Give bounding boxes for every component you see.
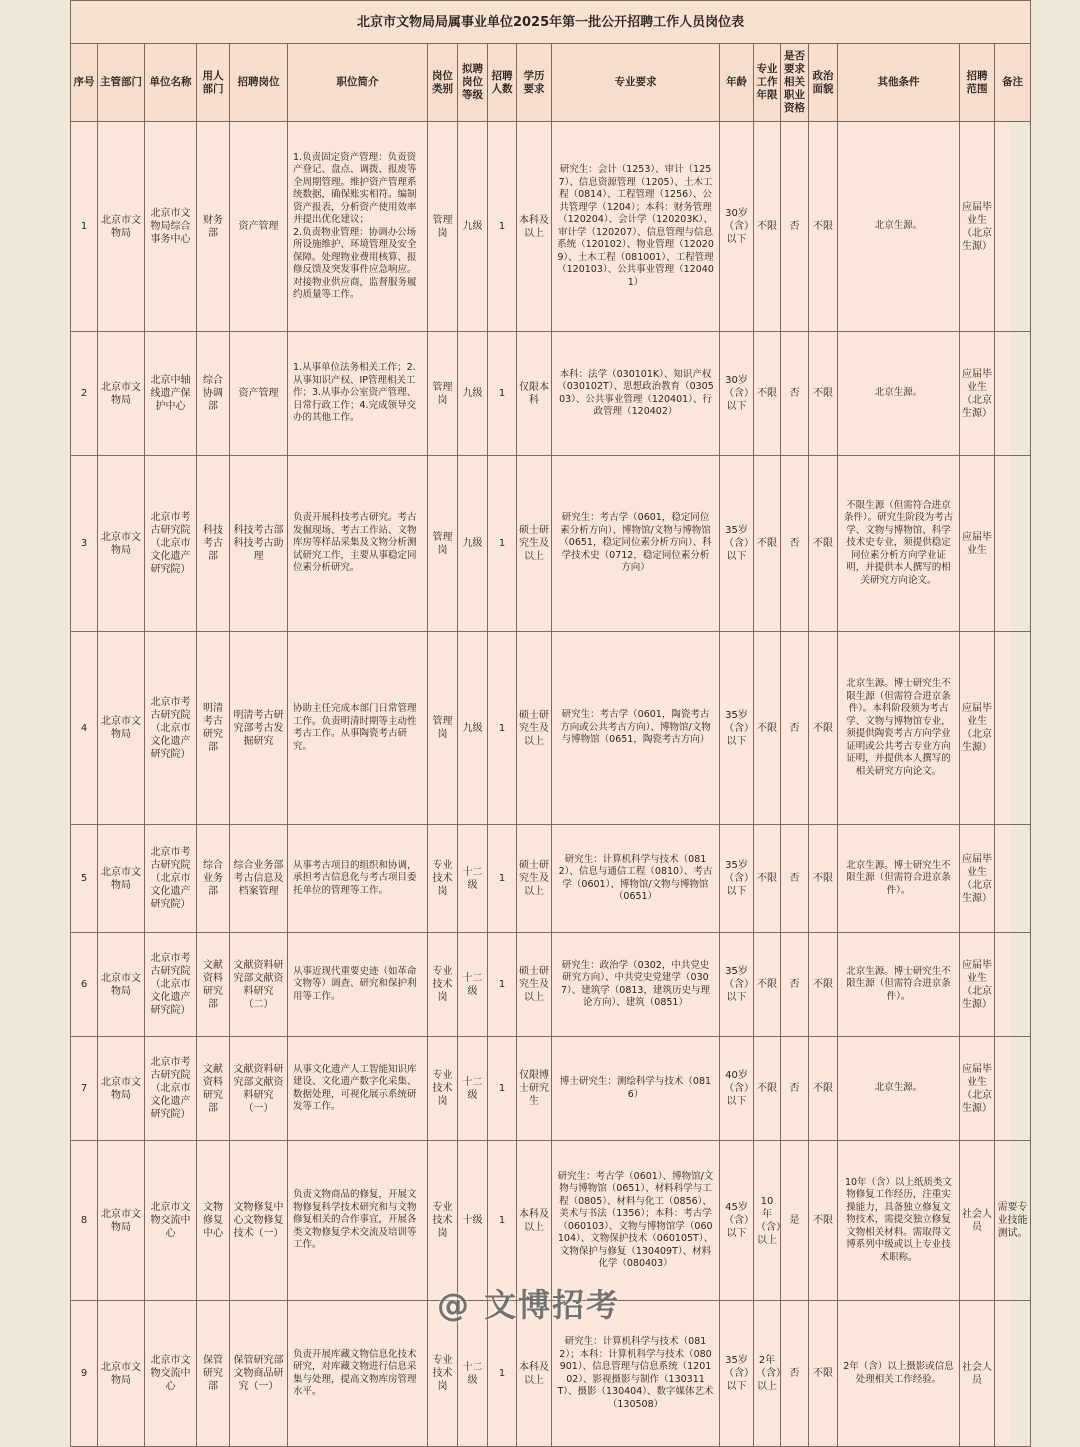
cell-dept: 北京市文物局 <box>98 456 145 632</box>
cell-level: 十二级 <box>458 1037 488 1141</box>
cell-level: 九级 <box>458 332 488 456</box>
cell-intro: 从事近现代重要史迹（如革命文物等）调查、研究和保护利用等工作。 <box>288 933 428 1037</box>
cell-post: 文献资料研究部文献资料研究（一） <box>230 1037 288 1141</box>
job-posting-table <box>70 0 1031 1447</box>
cell-category: 管理岗 <box>428 456 458 632</box>
cell-political: 不限 <box>809 933 838 1037</box>
header-scope: 招聘范围 <box>960 44 995 122</box>
cell-scope: 应届毕业生（北京生源） <box>960 933 995 1037</box>
cell-count: 1 <box>488 1037 517 1141</box>
cell-edu: 硕士研究生及以上 <box>517 456 552 632</box>
cell-note <box>995 1301 1031 1447</box>
cell-major: 研究生：考古学（0601，稳定同位素分析方向）、博物馆/文物与博物馆（0651，稳定同位素分析方向）、科学技术史（0712，稳定同位素分析方向） <box>552 456 720 632</box>
cell-age: 30岁（含）以下 <box>720 332 754 456</box>
cell-major: 研究生：会计（1253）、审计（1257）、信息资源管理（1205）、土木工程（0814）、工程管理（1256）、公共管理学（1204）；本科：财务管理（120204）、会计学（120203K）、审计学（120207）、信息管理与信息系统（120102）、物业管理（120209）、土木工程（081001）、工程管理（120103）、公共事业管理（120401） <box>552 122 720 332</box>
cell-employer: 综合协调部 <box>197 332 230 456</box>
header-age: 年龄 <box>720 44 754 122</box>
cell-post: 科技考古部科技考古助理 <box>230 456 288 632</box>
header-qual: 是否要求相关职业资格 <box>781 44 809 122</box>
cell-scope: 应届毕业生（北京生源） <box>960 122 995 332</box>
cell-years: 不限 <box>754 632 781 825</box>
cell-post: 文献资料研究部文献资料研究（二） <box>230 933 288 1037</box>
cell-years: 10年（含）以上 <box>754 1141 781 1301</box>
header-major: 专业要求 <box>552 44 720 122</box>
cell-years: 不限 <box>754 332 781 456</box>
cell-intro: 负责开展科技考古研究。考古发掘现场、考古工作站、文物库房等样品采集及文物分析测试研究工作，主要从事稳定同位素分析研究。 <box>288 456 428 632</box>
cell-dept: 北京市文物局 <box>98 1301 145 1447</box>
cell-edu: 仅限本科 <box>517 332 552 456</box>
cell-other: 北京生源。 <box>838 1037 960 1141</box>
cell-qual: 否 <box>781 632 809 825</box>
cell-employer: 明清考古研究部 <box>197 632 230 825</box>
cell-scope: 应届毕业生（北京生源） <box>960 332 995 456</box>
cell-dept: 北京市文物局 <box>98 1141 145 1301</box>
cell-post: 综合业务部考古信息及档案管理 <box>230 825 288 933</box>
cell-other: 北京生源。博士研究生不限生源（但需符合进京条件）。 <box>838 825 960 933</box>
cell-other: 北京生源。博士研究生不限生源（但需符合进京条件）。 <box>838 933 960 1037</box>
cell-political: 不限 <box>809 825 838 933</box>
header-other: 其他条件 <box>838 44 960 122</box>
watermark-text: @ 文博招考 <box>437 1286 621 1324</box>
cell-note <box>995 332 1031 456</box>
header-edu: 学历要求 <box>517 44 552 122</box>
table-row <box>71 122 1031 332</box>
cell-unit: 北京市考古研究院（北京市文化遗产研究院） <box>145 456 197 632</box>
cell-political: 不限 <box>809 456 838 632</box>
cell-age: 35岁（含）以下 <box>720 825 754 933</box>
cell-edu: 硕士研究生及以上 <box>517 933 552 1037</box>
cell-count: 1 <box>488 825 517 933</box>
cell-qual: 否 <box>781 332 809 456</box>
cell-years: 不限 <box>754 122 781 332</box>
table-row <box>71 456 1031 632</box>
cell-employer: 综合业务部 <box>197 825 230 933</box>
header-category: 岗位类别 <box>428 44 458 122</box>
cell-scope: 社会人员 <box>960 1301 995 1447</box>
header-row <box>71 44 1031 122</box>
cell-scope: 应届毕业生（北京生源） <box>960 632 995 825</box>
cell-employer: 财务部 <box>197 122 230 332</box>
table-row <box>71 332 1031 456</box>
cell-count: 1 <box>488 1301 517 1447</box>
cell-qual: 是 <box>781 1141 809 1301</box>
cell-major: 研究生：计算机科学与技术（0812）、信息与通信工程（0810）、考古学（0601）、博物馆/文物与博物馆（0651） <box>552 825 720 933</box>
header-intro: 职位简介 <box>288 44 428 122</box>
cell-count: 1 <box>488 332 517 456</box>
table-title: 北京市文物局局属事业单位2025年第一批公开招聘工作人员岗位表 <box>71 1 1031 44</box>
cell-scope: 应届毕业生（北京生源） <box>960 825 995 933</box>
cell-other: 不限生源（但需符合进京条件）。研究生阶段为考古学、文物与博物馆、科学技术史专业，须提供稳定同位素分析方向学业证明，并提供本人撰写的相关研究方向论文。 <box>838 456 960 632</box>
cell-scope: 应届毕业生 <box>960 456 995 632</box>
cell-unit: 北京中轴线遗产保护中心 <box>145 332 197 456</box>
cell-level: 九级 <box>458 122 488 332</box>
header-unit: 单位名称 <box>145 44 197 122</box>
cell-age: 40岁（含）以下 <box>720 1037 754 1141</box>
job-table-sheet <box>70 0 1028 1444</box>
cell-post: 文物修复中心文物修复技术（一） <box>230 1141 288 1301</box>
cell-edu: 本科及以上 <box>517 1141 552 1301</box>
cell-political: 不限 <box>809 332 838 456</box>
cell-level: 十级 <box>458 1141 488 1301</box>
cell-other: 北京生源。 <box>838 332 960 456</box>
cell-other: 10年（含）以上纸质类文物修复工作经历，注重实操能力，具备独立修复文物技术，需提交独立修复文物相关材料。需取得文博系列中级或以上专业技术职称。 <box>838 1141 960 1301</box>
cell-age: 35岁（含）以下 <box>720 1301 754 1447</box>
header-employer: 用人部门 <box>197 44 230 122</box>
cell-political: 不限 <box>809 122 838 332</box>
cell-seq: 9 <box>71 1301 98 1447</box>
cell-employer: 文献资料研究部 <box>197 1037 230 1141</box>
cell-level: 十二级 <box>458 1301 488 1447</box>
cell-employer: 保管研究部 <box>197 1301 230 1447</box>
cell-dept: 北京市文物局 <box>98 1037 145 1141</box>
cell-edu: 仅限博士研究生 <box>517 1037 552 1141</box>
cell-intro: 从事考古项目的组织和协调，承担考古信息化与考古项目委托单位的管理等工作。 <box>288 825 428 933</box>
cell-unit: 北京市文物局综合事务中心 <box>145 122 197 332</box>
cell-major: 博士研究生：测绘科学与技术（0816） <box>552 1037 720 1141</box>
cell-edu: 硕士研究生及以上 <box>517 825 552 933</box>
cell-unit: 北京市考古研究院（北京市文化遗产研究院） <box>145 632 197 825</box>
cell-qual: 否 <box>781 825 809 933</box>
cell-post: 资产管理 <box>230 332 288 456</box>
cell-dept: 北京市文物局 <box>98 825 145 933</box>
cell-seq: 6 <box>71 933 98 1037</box>
cell-unit: 北京市考古研究院（北京市文化遗产研究院） <box>145 1037 197 1141</box>
cell-years: 不限 <box>754 1037 781 1141</box>
cell-seq: 3 <box>71 456 98 632</box>
cell-seq: 4 <box>71 632 98 825</box>
cell-intro: 1.从事单位法务相关工作；2.从事知识产权、IP管理相关工作；3.从事办公室资产管理、日常行政工作；4.完成领导交办的其他工作。 <box>288 332 428 456</box>
cell-seq: 2 <box>71 332 98 456</box>
cell-age: 30岁（含）以下 <box>720 122 754 332</box>
cell-intro: 负责文物商品的修复，开展文物修复科学技术研究和与文物修复相关的合作事宜，开展各类文物修复学术交流及培训等工作。 <box>288 1141 428 1301</box>
cell-level: 九级 <box>458 456 488 632</box>
cell-count: 1 <box>488 933 517 1037</box>
cell-major: 研究生：考古学（0601，陶瓷考古方向或公共考古方向）、博物馆/文物与博物馆（0651，陶瓷考古方向） <box>552 632 720 825</box>
header-post: 招聘岗位 <box>230 44 288 122</box>
cell-qual: 否 <box>781 456 809 632</box>
cell-level: 十二级 <box>458 933 488 1037</box>
cell-age: 35岁（含）以下 <box>720 456 754 632</box>
cell-post: 明清考古研究部考古发掘研究 <box>230 632 288 825</box>
table-row <box>71 933 1031 1037</box>
cell-major: 本科：法学（030101K）、知识产权（030102T）、思想政治教育（030503）、公共事业管理（120401）、行政管理（120402） <box>552 332 720 456</box>
cell-employer: 文献资料研究部 <box>197 933 230 1037</box>
cell-edu: 本科及以上 <box>517 122 552 332</box>
cell-dept: 北京市文物局 <box>98 933 145 1037</box>
cell-post: 资产管理 <box>230 122 288 332</box>
cell-qual: 否 <box>781 122 809 332</box>
cell-category: 专业技术岗 <box>428 933 458 1037</box>
cell-other: 北京生源。博士研究生不限生源（但需符合进京条件）。本科阶段须为考古学、文物与博物馆专业，须提供陶瓷考古方向学业证明或公共考古专业方向证明，并提供本人撰写的相关研究方向论文。 <box>838 632 960 825</box>
cell-count: 1 <box>488 632 517 825</box>
header-level: 拟聘岗位等级 <box>458 44 488 122</box>
cell-category: 管理岗 <box>428 632 458 825</box>
cell-political: 不限 <box>809 1301 838 1447</box>
cell-note <box>995 122 1031 332</box>
cell-dept: 北京市文物局 <box>98 632 145 825</box>
cell-post: 保管研究部文物商品研究（一） <box>230 1301 288 1447</box>
cell-category: 专业技术岗 <box>428 825 458 933</box>
cell-age: 35岁（含）以下 <box>720 632 754 825</box>
header-note: 备注 <box>995 44 1031 122</box>
cell-note <box>995 456 1031 632</box>
header-political: 政治面貌 <box>809 44 838 122</box>
cell-count: 1 <box>488 122 517 332</box>
cell-intro: 协助主任完成本部门日常管理工作。负责明清时期等主动性考古工作。从事陶瓷考古研究。 <box>288 632 428 825</box>
cell-seq: 8 <box>71 1141 98 1301</box>
cell-scope: 社会人员 <box>960 1141 995 1301</box>
table-row <box>71 1037 1031 1141</box>
cell-count: 1 <box>488 1141 517 1301</box>
cell-age: 35岁（含）以下 <box>720 933 754 1037</box>
cell-intro: 负责开展库藏文物信息化技术研究，对库藏文物进行信息采集与处理，提高文物库房管理水平。 <box>288 1301 428 1447</box>
cell-category: 专业技术岗 <box>428 1301 458 1447</box>
cell-count: 1 <box>488 456 517 632</box>
cell-major: 研究生：计算机科学与技术（0812）；本科：计算机科学与技术（080901）、信息管理与信息系统（120102）、影视摄影与制作（130311T）、摄影（130404）、数字媒体艺术（130508） <box>552 1301 720 1447</box>
cell-seq: 1 <box>71 122 98 332</box>
cell-years: 不限 <box>754 456 781 632</box>
cell-edu: 本科及以上 <box>517 1301 552 1447</box>
cell-unit: 北京市文物交流中心 <box>145 1301 197 1447</box>
cell-years: 不限 <box>754 933 781 1037</box>
header-years: 专业工作年限 <box>754 44 781 122</box>
cell-years: 2年（含）以上 <box>754 1301 781 1447</box>
cell-employer: 文物修复中心 <box>197 1141 230 1301</box>
cell-category: 管理岗 <box>428 332 458 456</box>
cell-edu: 硕士研究生及以上 <box>517 632 552 825</box>
cell-level: 十二级 <box>458 825 488 933</box>
cell-qual: 否 <box>781 1301 809 1447</box>
cell-major: 研究生：考古学（0601）、博物馆/文物与博物馆（0651）、材料科学与工程（0805）、材料与化工（0856）、美术与书法（1356）；本科：考古学（060103）、文物与博物馆学（060104）、文物保护技术（060105T）、文物保护与修复（130409T）、材料化学（080403） <box>552 1141 720 1301</box>
cell-note <box>995 1037 1031 1141</box>
cell-intro: 从事文化遗产人工智能知识库建设、文化遗产数字化采集、数据处理，可视化展示系统研发等工作。 <box>288 1037 428 1141</box>
cell-level: 九级 <box>458 632 488 825</box>
cell-qual: 否 <box>781 933 809 1037</box>
cell-note: 需要专业技能测试。 <box>995 1141 1031 1301</box>
cell-category: 专业技术岗 <box>428 1037 458 1141</box>
table-row <box>71 632 1031 825</box>
header-seq: 序号 <box>71 44 98 122</box>
cell-seq: 7 <box>71 1037 98 1141</box>
cell-note <box>995 632 1031 825</box>
cell-note <box>995 933 1031 1037</box>
cell-qual: 否 <box>781 1037 809 1141</box>
cell-other: 北京生源。 <box>838 122 960 332</box>
cell-category: 专业技术岗 <box>428 1141 458 1301</box>
cell-unit: 北京市考古研究院（北京市文化遗产研究院） <box>145 825 197 933</box>
cell-unit: 北京市考古研究院（北京市文化遗产研究院） <box>145 933 197 1037</box>
cell-political: 不限 <box>809 632 838 825</box>
cell-major: 研究生：政治学（0302，中共党史研究方向）、中共党史党建学（0307）、建筑学（0813，建筑历史与理论方向）、建筑（0851） <box>552 933 720 1037</box>
header-count: 招聘人数 <box>488 44 517 122</box>
cell-years: 不限 <box>754 825 781 933</box>
cell-employer: 科技考古部 <box>197 456 230 632</box>
table-row <box>71 1141 1031 1301</box>
header-dept: 主管部门 <box>98 44 145 122</box>
cell-dept: 北京市文物局 <box>98 332 145 456</box>
cell-unit: 北京市文物交流中心 <box>145 1141 197 1301</box>
cell-other: 2年（含）以上摄影或信息处理相关工作经验。 <box>838 1301 960 1447</box>
cell-category: 管理岗 <box>428 122 458 332</box>
cell-seq: 5 <box>71 825 98 933</box>
cell-note <box>995 825 1031 933</box>
cell-political: 不限 <box>809 1141 838 1301</box>
cell-intro: 1.负责固定资产管理：负责资产登记、盘点、调拨、报废等全周期管理。维护资产管理系统数据，确保账实相符。编制资产报表，分析资产使用效率并提出优化建议； 2.负责物业管理：协调办公场所设施维护、环境管理及安全保障。处理物业费用核算、报修反馈及突发事件应急响应。对接物业供应商，监督服务履约质量等工作。 <box>288 122 428 332</box>
cell-political: 不限 <box>809 1037 838 1141</box>
cell-dept: 北京市文物局 <box>98 122 145 332</box>
table-row <box>71 825 1031 933</box>
cell-scope: 应届毕业生（北京生源） <box>960 1037 995 1141</box>
cell-age: 45岁（含）以下 <box>720 1141 754 1301</box>
